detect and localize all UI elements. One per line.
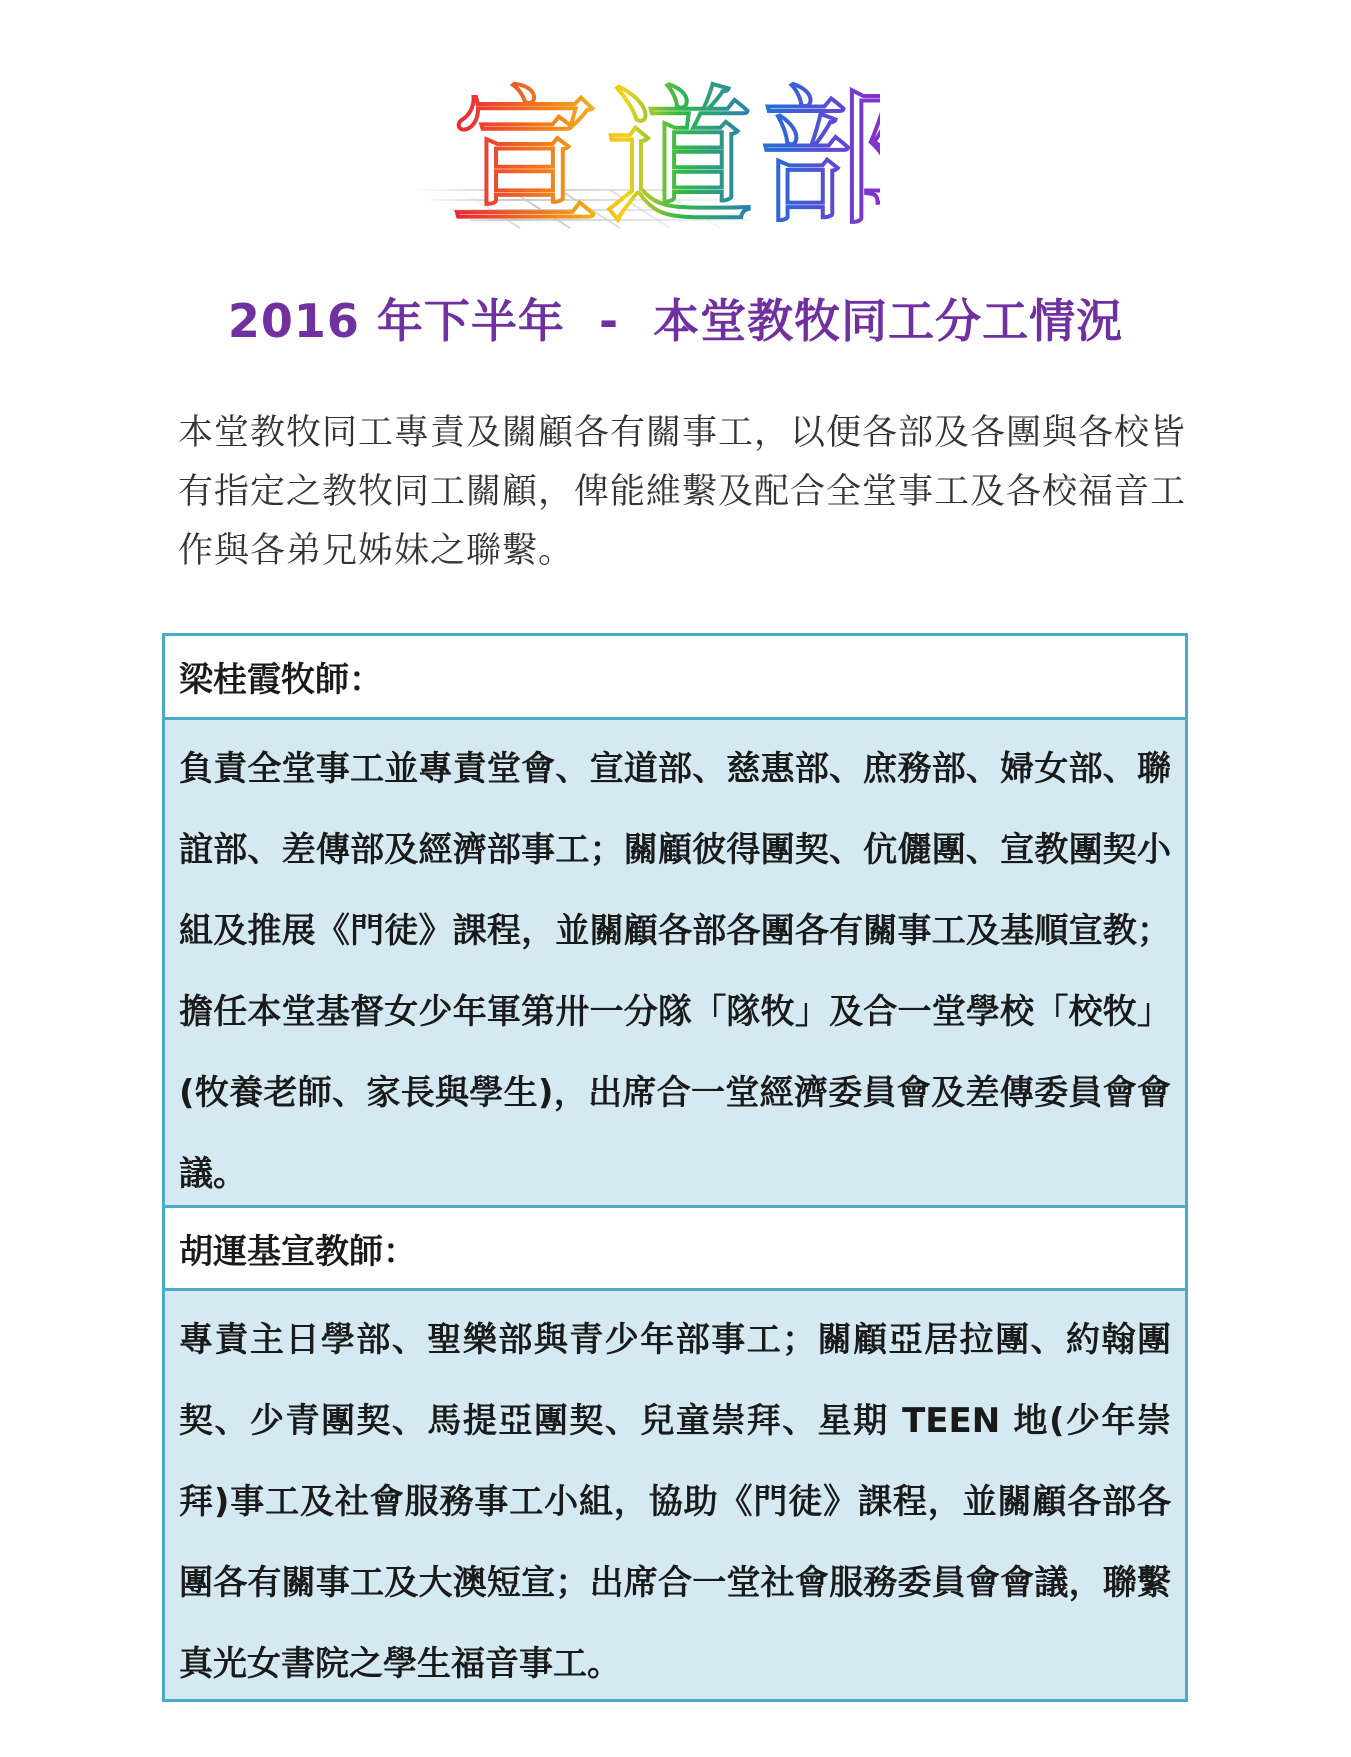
staff-name-cell: 梁桂霞牧師： [165,636,1185,720]
department-title-text: 宣道部 [450,72,880,238]
intro-paragraph: 本堂教牧同工專責及關顧各有關事工，以便各部及各團與各校皆有指定之教牧同工關顧，俾能維繫及配合全堂事工及各校福音工作與各弟兄姊妹之聯繫。 [178,413,1187,571]
staff-duties-table [162,633,1188,1702]
staff-duties-cell: 專責主日學部、聖樂部與青少年部事工；關顧亞居拉團、約翰團契、少青團契、馬提亞團契、兒童崇拜、星期 TEEN 地(少年崇拜)事工及社會服務事工小組，協助《門徒》課程，並關顧各部各團各有關事工及大澳短宣；出席合一堂社會服務委員會會議，聯繫真光女書院之學生福音事工。 [165,1291,1185,1699]
page-subtitle: 2016 年下半年 - 本堂教牧同工分工情況 [227,294,1124,348]
staff-name-cell: 胡運基宣教師： [165,1208,1185,1291]
staff-duties-cell: 負責全堂事工並專責堂會、宣道部、慈惠部、庶務部、婦女部、聯誼部、差傳部及經濟部事工；關顧彼得團契、伉儷團、宣教團契小組及推展《門徒》課程，並關顧各部各團各有關事工及基順宣教；擔任本堂基督女少年軍第卅一分隊「隊牧」及合一堂學校「校牧」(牧養老師、家長與學生)，出席合一堂經濟委員會及差傳委員會會議。 [165,720,1185,1208]
department-logo [400,58,880,238]
